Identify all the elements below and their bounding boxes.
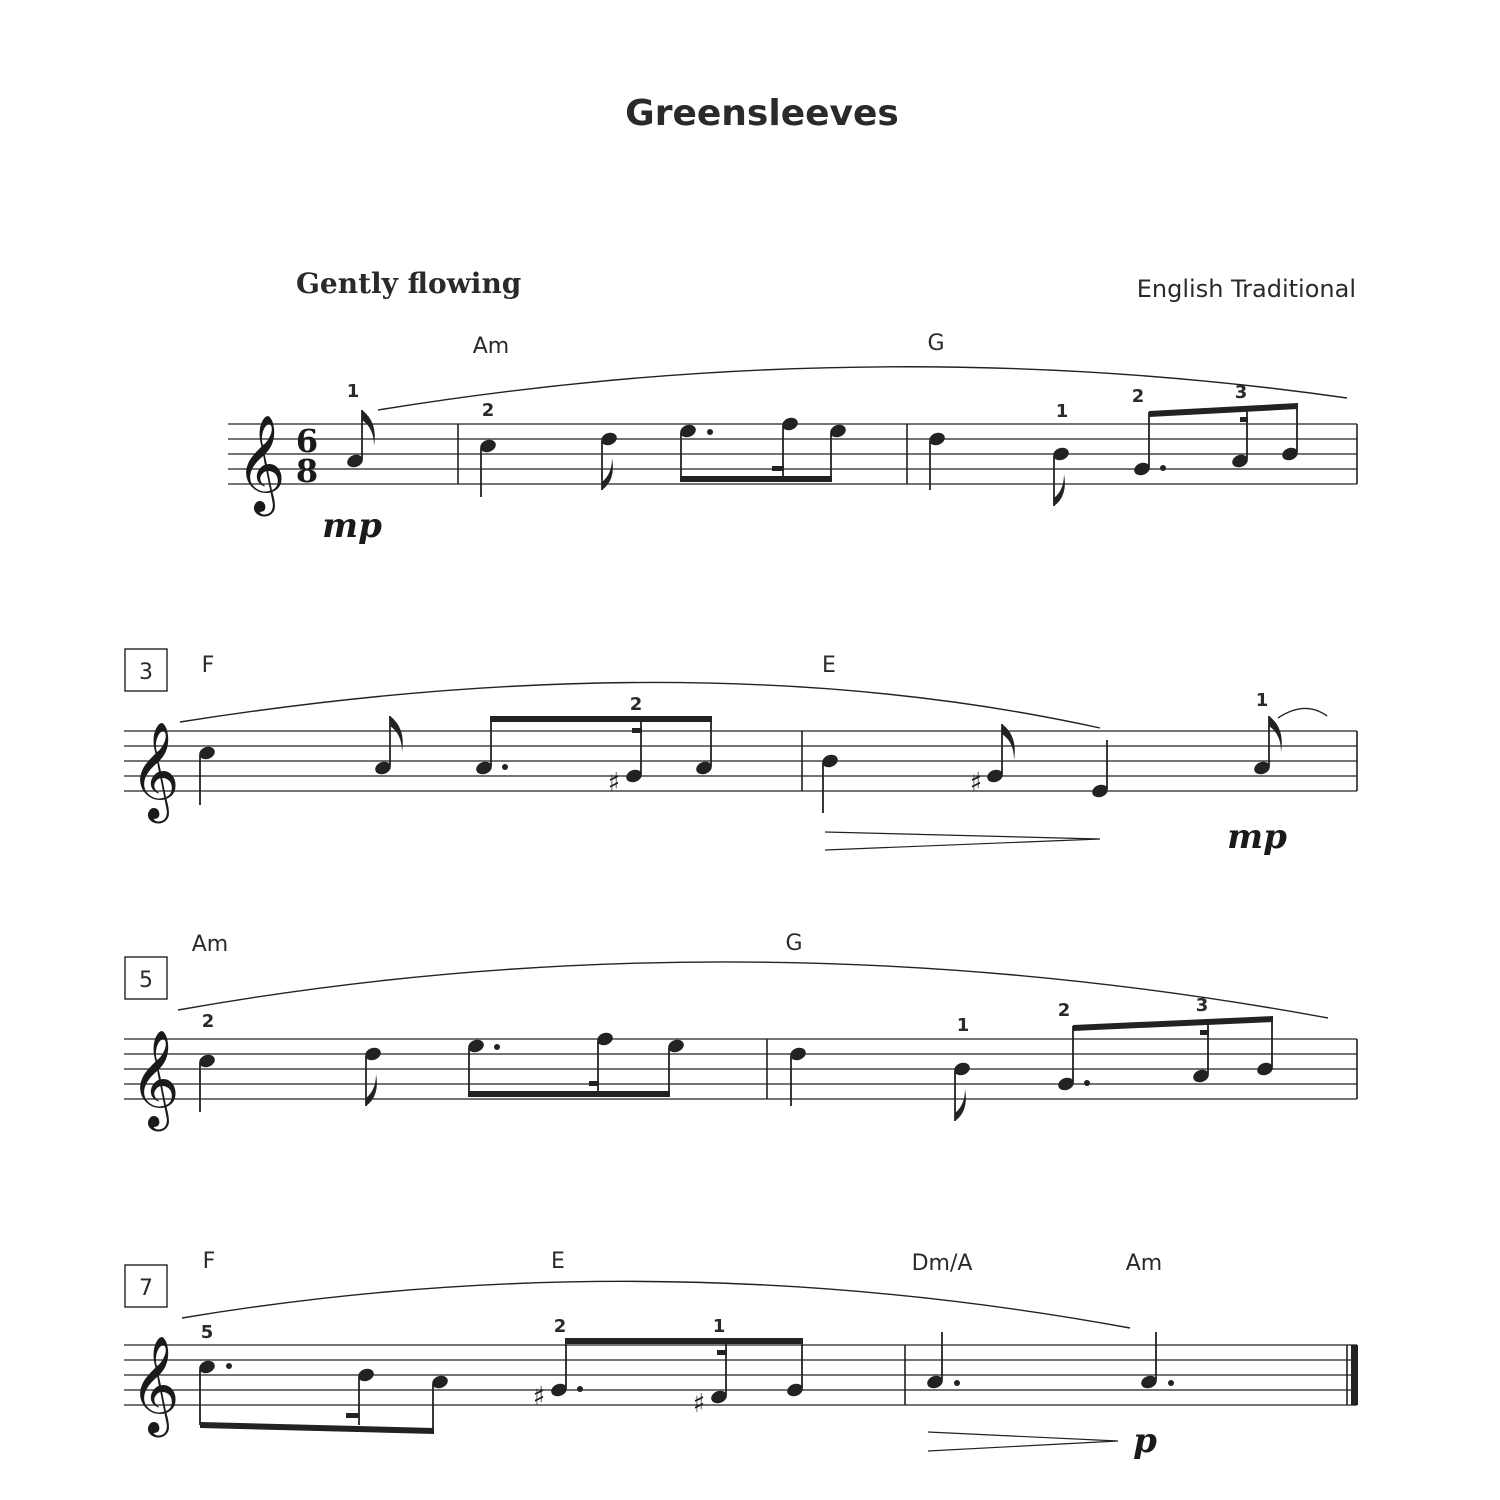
phrase-slur — [178, 962, 1328, 1018]
fingering: 2 — [629, 694, 643, 715]
treble-clef-icon: 𝄞 — [236, 414, 286, 512]
note — [927, 431, 946, 490]
chord-symbol: E — [551, 1249, 565, 1274]
note — [533, 1340, 583, 1412]
dynamic-marking: p — [1133, 1421, 1157, 1461]
beam — [717, 1350, 727, 1355]
note — [666, 1038, 685, 1094]
note — [1056, 1026, 1090, 1092]
note — [466, 1038, 500, 1094]
fingering: 5 — [200, 1322, 214, 1343]
treble-clef-icon: 𝄞 — [130, 721, 180, 819]
measure-number: 7 — [139, 1276, 153, 1301]
beam — [772, 466, 784, 471]
note — [820, 753, 839, 813]
note — [1280, 404, 1299, 462]
chord-symbol: Dm/A — [911, 1251, 973, 1276]
note — [678, 423, 713, 480]
system-3 — [124, 931, 1357, 1131]
chord-symbol: G — [927, 331, 945, 356]
note — [925, 1332, 960, 1390]
fingering: 3 — [1234, 382, 1248, 403]
note — [952, 1061, 971, 1121]
sharp-icon: ♯ — [607, 768, 621, 798]
beam — [1240, 417, 1248, 422]
fingering: 1 — [1055, 401, 1069, 422]
beam — [1073, 1016, 1273, 1031]
beam — [200, 1422, 434, 1434]
decrescendo-hairpin — [928, 1432, 1118, 1451]
dynamic-marking: mp — [1227, 817, 1287, 857]
note — [1255, 1019, 1274, 1077]
note — [197, 745, 216, 805]
sharp-icon: ♯ — [969, 768, 983, 798]
tie — [1278, 708, 1327, 718]
beam — [680, 476, 832, 482]
chord-symbol: Am — [191, 932, 229, 957]
system-1 — [228, 331, 1357, 546]
note — [197, 1359, 232, 1425]
fingering: 2 — [553, 1316, 567, 1337]
note — [363, 1046, 382, 1106]
beam — [1200, 1030, 1209, 1035]
measure-number: 3 — [139, 660, 153, 685]
beam — [589, 1081, 599, 1086]
chord-symbol: E — [822, 653, 836, 678]
dynamic-marking: mp — [322, 506, 382, 546]
note — [694, 718, 713, 776]
chord-symbol: F — [202, 1249, 216, 1274]
measure-number: 5 — [139, 968, 153, 993]
note — [785, 1340, 804, 1398]
decrescendo-hairpin — [825, 832, 1100, 850]
beam — [632, 728, 642, 733]
note — [1139, 1332, 1174, 1390]
fingering: 1 — [956, 1015, 970, 1036]
fingering: 2 — [1131, 386, 1145, 407]
chord-symbol: Am — [1125, 1251, 1163, 1276]
piece-title: Greensleeves — [625, 93, 899, 134]
fingering: 2 — [201, 1011, 215, 1032]
note — [345, 410, 374, 469]
staff-lines — [124, 731, 1357, 791]
note — [430, 1374, 449, 1432]
final-barline-thick — [1351, 1345, 1358, 1405]
beam — [346, 1413, 359, 1418]
fingering: 3 — [1195, 995, 1209, 1016]
chord-symbol: G — [785, 931, 803, 956]
chord-symbol: Am — [472, 334, 510, 359]
note — [788, 1046, 807, 1106]
sharp-icon: ♯ — [532, 1382, 546, 1412]
phrase-slur — [182, 1281, 1130, 1328]
note — [474, 718, 508, 776]
beam — [490, 716, 712, 722]
note — [1051, 446, 1070, 506]
treble-clef-icon: 𝄞 — [130, 1335, 180, 1433]
staff-lines — [228, 424, 1357, 484]
note — [478, 438, 497, 497]
phrase-slur — [378, 367, 1347, 410]
staff-lines — [124, 1345, 1357, 1405]
fingering: 1 — [1255, 690, 1269, 711]
treble-clef-icon: 𝄞 — [130, 1029, 180, 1127]
beam — [468, 1091, 670, 1097]
beam — [565, 1338, 803, 1344]
note — [1090, 740, 1109, 799]
composer-credit: English Traditional — [1136, 275, 1356, 303]
system-4 — [124, 1249, 1358, 1461]
time-signature-top: 6 — [295, 422, 319, 460]
staff-lines — [124, 1039, 1357, 1099]
chord-symbol: F — [201, 653, 215, 678]
note — [828, 423, 847, 480]
note — [599, 431, 618, 490]
note — [1132, 412, 1166, 477]
note — [356, 1367, 375, 1425]
note — [197, 1053, 216, 1112]
fingering: 1 — [346, 381, 360, 402]
fingering: 1 — [712, 1316, 726, 1337]
time-signature-bottom: 8 — [295, 452, 319, 490]
system-2 — [124, 649, 1357, 857]
fingering: 2 — [481, 400, 495, 421]
beam — [1149, 403, 1298, 417]
tempo-marking: Gently flowing — [296, 267, 522, 300]
sharp-icon: ♯ — [692, 1389, 706, 1419]
fingering: 2 — [1057, 1000, 1071, 1021]
